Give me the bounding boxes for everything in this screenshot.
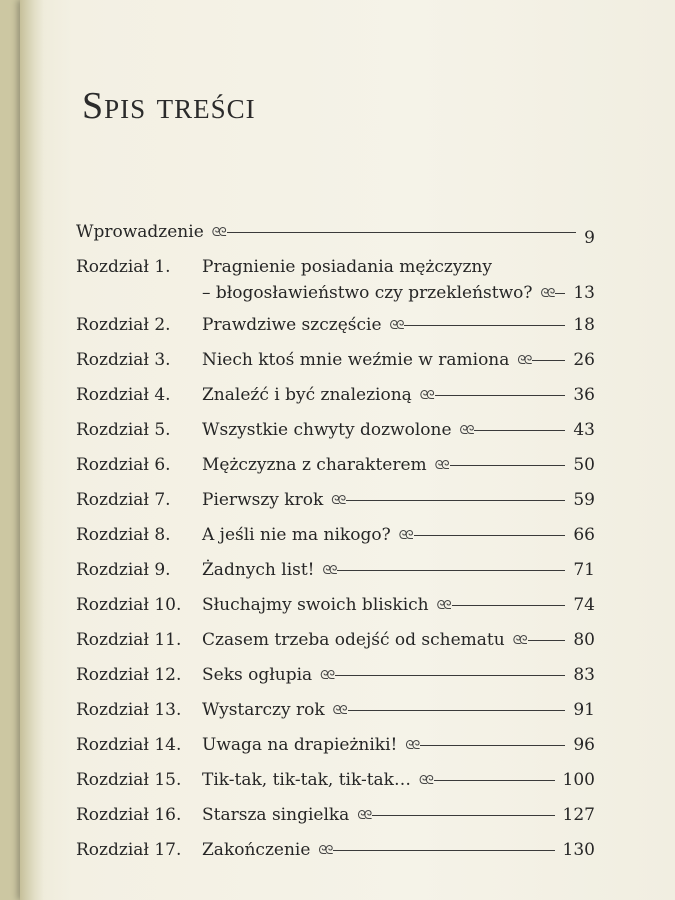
dot-leader	[320, 668, 565, 683]
chapter-title: Niech ktoś mnie weźmie w ramiona	[202, 350, 510, 370]
chapter-title: Znaleźć i być znalezioną	[202, 385, 412, 405]
page-number: 26	[573, 350, 595, 370]
chapter-title: Wprowadzenie	[76, 222, 204, 242]
leader-line	[227, 232, 577, 233]
chapter-label: Rozdział 5.	[76, 420, 171, 440]
page-number: 36	[573, 385, 595, 405]
chapter-title: A jeśli nie ma nikogo?	[202, 525, 391, 545]
toc-entry	[20, 257, 675, 303]
chapter-title: Mężczyzna z charakterem	[202, 455, 427, 475]
page-title: Spis treści	[82, 85, 256, 127]
chapter-label: Rozdział 17.	[76, 840, 182, 860]
page-number: 80	[573, 630, 595, 650]
dot-leader	[331, 493, 565, 508]
dot-leader	[420, 388, 566, 403]
page-number: 13	[573, 283, 595, 303]
leader-line	[333, 850, 554, 851]
leader-line	[528, 640, 566, 641]
dot-leader	[323, 563, 566, 578]
ornament-icon: ᘓᘓ	[512, 632, 526, 647]
ornament-icon: ᘓᘓ	[434, 457, 448, 472]
toc-entry	[20, 560, 675, 590]
leader-line	[434, 780, 555, 781]
page-number: 59	[573, 490, 595, 510]
leader-line	[372, 815, 554, 816]
dot-leader	[333, 703, 566, 718]
chapter-title: Prawdziwe szczęście	[202, 315, 382, 335]
chapter-label: Rozdział 9.	[76, 560, 171, 580]
chapter-title: Pierwszy krok	[202, 490, 324, 510]
chapter-label: Rozdział 1.	[76, 257, 171, 277]
page-number: 130	[562, 840, 595, 860]
page-number: 66	[573, 525, 595, 545]
ornament-icon: ᘓᘓ	[320, 667, 334, 682]
toc-entry	[20, 805, 675, 835]
leader-line	[404, 325, 565, 326]
toc-entry	[20, 595, 675, 625]
leader-line	[335, 675, 565, 676]
dot-leader	[419, 773, 555, 788]
toc-entry	[20, 525, 675, 555]
leader-line	[346, 500, 565, 501]
chapter-title: Wszystkie chwyty dozwolone	[202, 420, 452, 440]
toc-entry	[20, 350, 675, 380]
toc-entry	[20, 490, 675, 520]
page-number: 71	[573, 560, 595, 580]
chapter-label: Rozdział 6.	[76, 455, 171, 475]
ornament-icon: ᘓᘓ	[398, 527, 412, 542]
chapter-label: Rozdział 13.	[76, 700, 182, 720]
toc-entry	[20, 665, 675, 695]
page-number: 74	[573, 595, 595, 615]
ornament-icon: ᘓᘓ	[357, 807, 371, 822]
ornament-icon: ᘓᘓ	[318, 842, 332, 857]
page-number: 50	[573, 455, 595, 475]
chapter-title: Seks ogłupia	[202, 665, 313, 685]
page-number: 127	[562, 805, 595, 825]
chapter-title: Tik-tak, tik-tak, tik-tak…	[202, 770, 411, 790]
leader-line	[474, 430, 565, 431]
ornament-icon: ᘓᘓ	[322, 562, 336, 577]
chapter-title: Czasem trzeba odejść od schematu	[202, 630, 505, 650]
ornament-icon: ᘓᘓ	[389, 317, 403, 332]
toc-entry	[20, 840, 675, 870]
toc-entry	[20, 385, 675, 415]
page-number: 83	[573, 665, 595, 685]
ornament-icon: ᘓᘓ	[211, 224, 225, 239]
chapter-label: Rozdział 12.	[76, 665, 182, 685]
chapter-label: Rozdział 8.	[76, 525, 171, 545]
chapter-title: Wystarczy rok	[202, 700, 325, 720]
ornament-icon: ᘓᘓ	[517, 352, 531, 367]
dot-leader	[212, 225, 576, 240]
dot-leader	[405, 738, 565, 753]
page-number: 100	[562, 770, 595, 790]
page-number: 18	[573, 315, 595, 335]
leader-line	[452, 605, 566, 606]
toc-entry	[20, 630, 675, 660]
chapter-label: Rozdział 4.	[76, 385, 171, 405]
chapter-label: Rozdział 10.	[76, 595, 182, 615]
page-gutter	[20, 0, 44, 900]
leader-line	[555, 293, 565, 294]
leader-line	[414, 535, 566, 536]
toc-entry	[20, 222, 675, 252]
chapter-title: – błogosławieństwo czy przekleństwo?	[202, 283, 533, 303]
ornament-icon: ᘓᘓ	[419, 387, 433, 402]
dot-leader	[517, 353, 565, 368]
dot-leader	[437, 598, 566, 613]
dot-leader	[399, 528, 566, 543]
ornament-icon: ᘓᘓ	[418, 772, 432, 787]
toc-entry	[20, 770, 675, 800]
chapter-title: Starsza singielka	[202, 805, 350, 825]
toc-entry	[20, 315, 675, 345]
leader-line	[420, 745, 565, 746]
chapter-label: Rozdział 3.	[76, 350, 171, 370]
dot-leader	[513, 633, 566, 648]
dot-leader	[435, 458, 566, 473]
page-number: 43	[573, 420, 595, 440]
page-number: 91	[573, 700, 595, 720]
chapter-title: Zakończenie	[202, 840, 311, 860]
chapter-title: Żadnych list!	[202, 560, 315, 580]
dot-leader	[390, 318, 566, 333]
chapter-label: Rozdział 15.	[76, 770, 182, 790]
toc-entry	[20, 455, 675, 485]
chapter-title: Uwaga na drapieżniki!	[202, 735, 398, 755]
page-number: 9	[584, 228, 595, 248]
chapter-label: Rozdział 14.	[76, 735, 182, 755]
leader-line	[450, 465, 566, 466]
toc-entry	[20, 420, 675, 450]
ornament-icon: ᘓᘓ	[332, 702, 346, 717]
dot-leader	[540, 286, 565, 301]
chapter-title-line: Pragnienie posiadania mężczyzny	[202, 257, 492, 277]
ornament-icon: ᘓᘓ	[436, 597, 450, 612]
book-page	[20, 0, 675, 900]
ornament-icon: ᘓᘓ	[540, 285, 554, 300]
chapter-label: Rozdział 11.	[76, 630, 182, 650]
dot-leader	[318, 843, 554, 858]
dot-leader	[460, 423, 566, 438]
leader-line	[348, 710, 566, 711]
ornament-icon: ᘓᘓ	[459, 422, 473, 437]
toc-entry	[20, 735, 675, 765]
ornament-icon: ᘓᘓ	[405, 737, 419, 752]
chapter-label: Rozdział 7.	[76, 490, 171, 510]
chapter-label: Rozdział 2.	[76, 315, 171, 335]
chapter-label: Rozdział 16.	[76, 805, 182, 825]
ornament-icon: ᘓᘓ	[331, 492, 345, 507]
page-number: 96	[573, 735, 595, 755]
leader-line	[435, 395, 566, 396]
dot-leader	[357, 808, 554, 823]
leader-line	[532, 360, 565, 361]
chapter-title: Słuchajmy swoich bliskich	[202, 595, 429, 615]
leader-line	[337, 570, 565, 571]
toc-entry	[20, 700, 675, 730]
